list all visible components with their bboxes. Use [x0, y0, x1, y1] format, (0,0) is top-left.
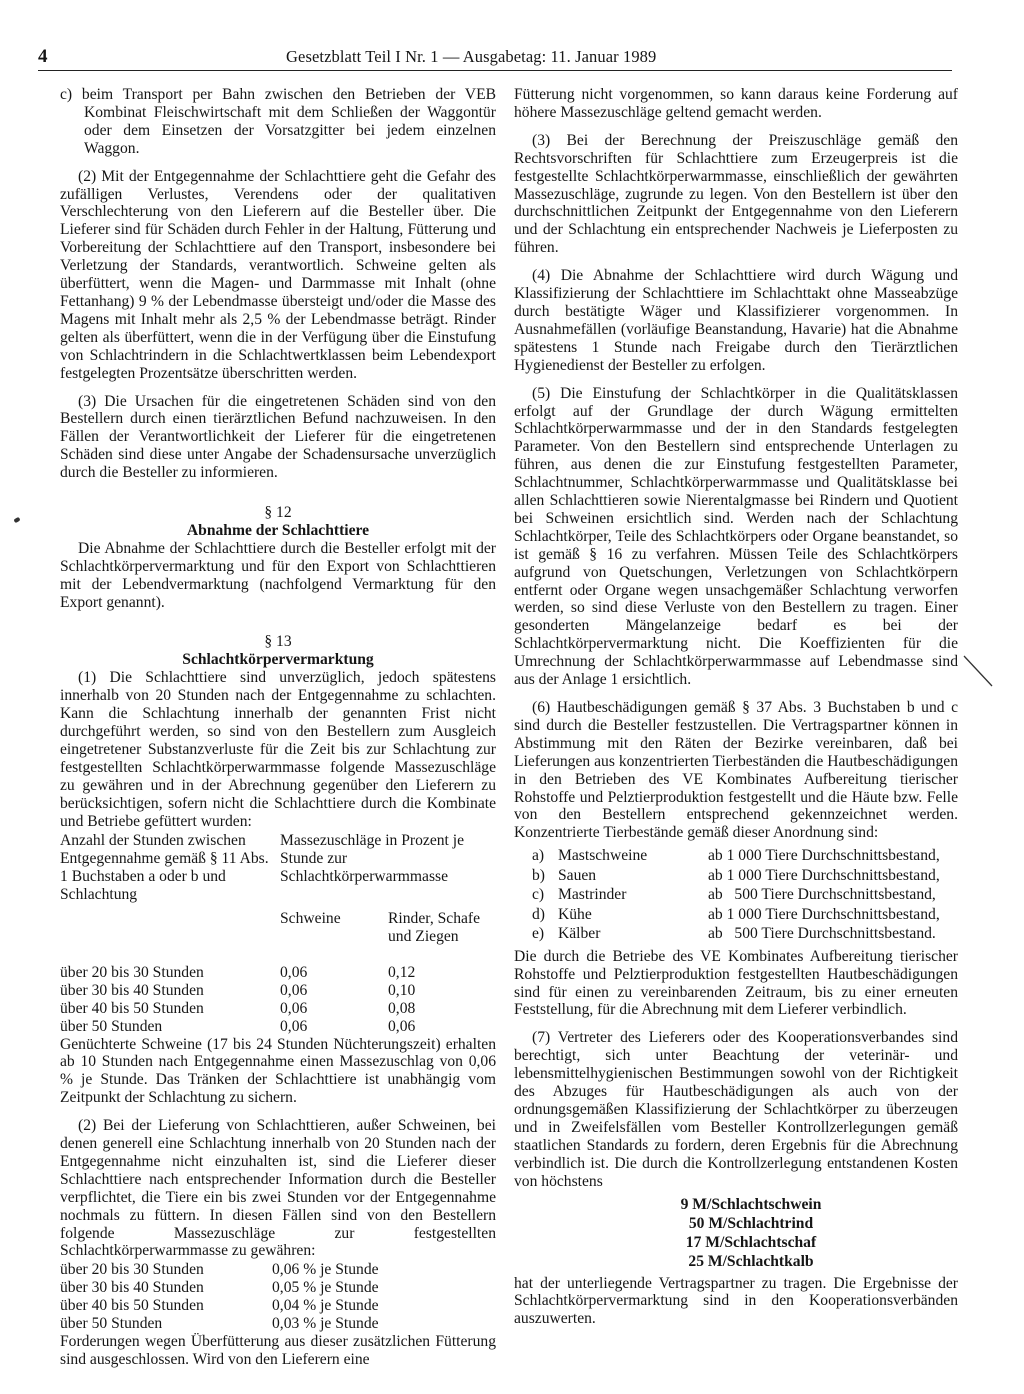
continuation-paragraph: Fütterung nicht vorgenommen, so kann daraus keine Forderung auf höhere Massezuschläge geltend gemacht werden. — [514, 86, 958, 121]
surcharge-table-body — [60, 964, 496, 1036]
section-12-number: § 12 — [264, 504, 292, 522]
paragraph-3: (3) Die Ursachen für die eingetretenen Schäden sind von den Bestellern durch einen tierärztlichen Befund nachzuweisen. In den Fällen der Verantwortlichkeit der Lieferer für die eingetretenen Schäden sind diese unter Angabe der Schadensursache unverzüglich durch die Besteller zu informieren. — [60, 392, 496, 482]
list-item: 50 M/Schlachtrind — [688, 1214, 814, 1232]
margin-stroke — [962, 654, 1002, 694]
herd-letter: a) — [532, 847, 545, 865]
list-item: 9 M/Schlachtschwein — [680, 1195, 822, 1213]
row-rinder: 0,06 — [388, 1017, 416, 1035]
paragraph-5-right: (5) Die Einstufung der Schlachtkörper in die Qualitätsklassen erfolgt auf der Grundlage der durch Wägung ermittelten Schlachtkörperwarmmasse und der in den Standards festgelegten Parameter. Von den Bestellern sind entsprechende Unterlagen zu führen, aus denen die zur Einstufung festgestellten Parameter, Schlachtnummer, Schlachtkörperwarmmasse und Qualitätsklasse bei allen Schlachttieren sowie Nierentalgmasse bei Rindern und Quotient bei Schweinen ersichtlich sind. Werden nach der Schlachtung Schlachtkörper, Teile des Schlachtkörpers oder Organe beanstandet, so ist gemäß § 16 zu verfahren. Müssen Teile des Schlachtkörpers aufgrund von Quetschungen, Verletzungen von Schlachtkörpern entfernt oder Organe wegen unsachgemäßer Schlachtung verworfen werden, so sind diese Verluste von den Bestellern zu tragen. Einer gesonderten Mängelanzeige bedarf es bei der Schlachtkörpervermarktung nicht. Die Koeffizienten für die Umrechnung der Schlachtkörperwarmmasse auf Lebendmasse sind aus der Anlage 1 ersichtlich. — [514, 384, 958, 689]
row-label: über 40 bis 50 Stunden — [60, 1297, 204, 1315]
section-13-paragraph-2: (2) Bei der Lieferung von Schlachttieren, außer Schweinen, bei denen generell eine Schlachtung innerhalb von 20 Stunden nach der Entgegennahme nicht einzuhalten ist, sind die Lieferer dieser Schlachttiere nach entsprechender Information durch die Besteller verpflichtet, die Tiere ein bis zwei Stunden vor der Entgegennahme nochmals zu füttern. In diesen Fällen sind von den Bestellern folgende Massezuschläge zur festgestellten Schlachtkörperwarmmasse zu gewähren: — [60, 1117, 496, 1260]
herd-animal: Mastrinder — [558, 886, 627, 904]
herd-animal: Mastschweine — [558, 847, 648, 865]
surcharge-table-header — [60, 832, 496, 904]
herd-letter: e) — [532, 925, 545, 943]
feeding-surcharge-table — [60, 1261, 496, 1333]
herd-animal: Sauen — [558, 866, 597, 884]
herd-list — [514, 846, 958, 944]
table-head-surcharge: Massezuschläge in Prozent je Stunde zur Schlachtkörperwarmmasse — [280, 832, 465, 886]
row-value: 0,05 % je Stunde — [272, 1279, 379, 1297]
row-label: über 20 bis 30 Stunden — [60, 963, 204, 981]
list-item — [532, 905, 958, 925]
row-label: über 50 Stunden — [60, 1315, 163, 1333]
scan-mark — [13, 517, 20, 523]
herd-letter: b) — [532, 866, 545, 884]
left-column — [60, 86, 496, 1369]
row-label: über 50 Stunden — [60, 1017, 163, 1035]
section-13-paragraph-1: (1) Die Schlachttiere sind unverzüglich, jedoch spätestens innerhalb von 20 Stunden nach der Entgegennahme zu schlachten. Kann die Schlachtung innerhalb der genannten Frist nicht durchgeführt werden, so sind von den Bestellern zum Ausgleich eingetretener Substanzverluste für die Zeit bis zur Schlachtung zur festgestellten Schlachtkörperwarmmasse folgende Massezuschläge zu gewähren und in der Abrechnung gegenüber den Lieferern zu berücksichtigen, sofern nicht die Schlachttiere durch die Kombinate und Betriebe gefüttert wurden: — [60, 669, 496, 830]
row-value: 0,03 % je Stunde — [272, 1315, 379, 1333]
header-rule — [38, 70, 952, 71]
list-item — [532, 885, 958, 905]
row-schweine: 0,06 — [280, 963, 308, 981]
row-schweine: 0,06 — [280, 1017, 308, 1035]
table-row — [60, 1279, 496, 1297]
herd-count: ab 500 Tiere Durchschnittsbestand, — [708, 886, 936, 904]
list-item: 17 M/Schlachtschaf — [685, 1233, 817, 1251]
herd-animal: Kühe — [558, 905, 592, 923]
row-schweine: 0,06 — [280, 999, 308, 1017]
table-row — [60, 1018, 496, 1036]
row-schweine: 0,06 — [280, 981, 308, 999]
list-item — [532, 846, 958, 866]
surcharge-table-subheader — [60, 910, 496, 946]
row-label: über 30 bis 40 Stunden — [60, 981, 204, 999]
paragraph-4-right: (4) Die Abnahme der Schlachttiere wird durch Wägung und Klassifizierung der Schlachttiere im Schlachttakt ohne Masseabzüge durch bestätigte Wäger und Klassifizierer vorgenommen. In Ausnahmefällen (vorläufige Beanstandung, Havarie) hat die Abnahme spätestens 1 Stunde nach Freigabe durch den Tierärztlichen Hygienedienst der Besteller zu erfolgen. — [514, 267, 958, 374]
herd-count: ab 1 000 Tiere Durchschnittsbestand, — [708, 866, 940, 884]
page-header — [38, 46, 952, 68]
table-row — [60, 964, 496, 982]
paragraph-7-end: hat der unterliegende Vertragspartner zu tragen. Die Ergebnisse der Schlachtkörpervermarktung sind in den Kooperationsverbänden auszuwerten. — [514, 1274, 958, 1328]
row-value: 0,04 % je Stunde — [272, 1297, 379, 1315]
table-subhead-rinder: Rinder, Schafe und Ziegen — [388, 910, 481, 945]
inspection-costs-list — [514, 1195, 958, 1271]
row-rinder: 0,08 — [388, 999, 416, 1017]
table-row — [60, 1000, 496, 1018]
running-title: Gesetzblatt Teil I Nr. 1 — Ausgabetag: 11. Januar 1989 — [286, 47, 657, 66]
table-row — [60, 1297, 496, 1315]
list-item — [532, 866, 958, 886]
right-column — [514, 86, 958, 1328]
paragraph-6-right: (6) Hautbeschädigungen gemäß § 37 Abs. 3 Buchstaben b und c sind durch die Besteller festzustellen. Die Vertragspartner können in Abstimmung mit den Räten der Bezirke vereinbaren, daß bei Lieferungen aus konzentrierten Tierbeständen die Hautbeschädigungen in den Betrieben des VE Kombinates Aufbereitung tierischer Rohstoffe und Pelztierproduktion festgestellt und die Häute bzw. Felle von den Bestellern entsprechend gekennzeichnet werden. Konzentrierte Tierbestände gemäß dieser Anordnung sind: — [514, 699, 958, 842]
paragraph-7-right: (7) Vertreter des Lieferers oder des Kooperationsverbandes sind berechtigt, sich unter Beachtung der veterinär- und lebensmittelhygienischen Bestimmungen sowohl von der Richtigkeit des Abzuges für Hautbeschädigungen als auch von der ordnungsgemäßen Klassifizierung der Schlachtkörper zu überzeugen und in Zweifelsfällen vom Besteller Kontrollzerlegungen gemäß staatlichen Standards zu fordern, deren Ergebnis für die Abrechnung verbindlich ist. Die durch die Kontrollzerlegung entstandenen Kosten von höchstens — [514, 1029, 958, 1190]
row-label: über 40 bis 50 Stunden — [60, 999, 204, 1017]
table-row — [60, 1261, 496, 1279]
herd-count: ab 1 000 Tiere Durchschnittsbestand, — [708, 905, 940, 923]
section-12-text: Die Abnahme der Schlachttiere durch die Besteller erfolgt mit der Schlachtkörpervermarktung und für den Export von Schlachttieren mit der Lebendvermarktung (nachfolgend Vermarktung für den Export genannt). — [60, 539, 496, 611]
herd-count: ab 1 000 Tiere Durchschnittsbestand, — [708, 847, 940, 865]
table-row — [60, 1315, 496, 1333]
table-head-hours: Anzahl der Stunden zwischen Entgegennahme gemäß § 11 Abs. 1 Buchstaben a oder b und Schlachtung — [60, 832, 269, 904]
section-13-end: Forderungen wegen Überfütterung aus dieser zusätzlichen Fütterung sind ausgeschlossen. Wird von den Lieferern eine — [60, 1333, 496, 1368]
row-rinder: 0,12 — [388, 963, 416, 981]
paragraph-2: (2) Mit der Entgegennahme der Schlachttiere geht die Gefahr des zufälligen Verlustes, Verendens oder der qualitativen Verschlechterung von den Lieferern auf die Besteller über. Die Lieferer sind für Schäden durch Fehler in der Haltung, Fütterung und Vorbereitung der Schlachttiere auf den Transport, insbesondere bei Verletzung der Standards, verantwortlich. Schweine gelten als überfüttert, wenn die Magen- und Darmmasse mit Inhalt (ohne Fettanhang) 9 % der Lebendmasse übersteigt und/oder die Masse des Magens mit Inhalt mehr als 2,5 % der Lebendmasse beträgt. Rinder gelten als überfüttert, wenn die in der Verfügung über die Einstufung von Schlachtrindern in die Schlachtwertklassen beim Lebendexport festgelegten Prozentsätze überschritten werden. — [60, 167, 496, 382]
section-13-after-table: Genüchterte Schweine (17 bis 24 Stunden Nüchterungszeit) erhalten ab 10 Stunden nach Entgegennahme einen Massezuschlag von 0,06 % je Stunde. Das Tränken der Schlachttiere ist unabhängig vom Zeitpunkt der Schlachtung zu sichern. — [60, 1035, 496, 1107]
paragraph-6-after: Die durch die Betriebe des VE Kombinates Aufbereitung tierischer Rohstoffe und Pelztierproduktion festgestellten Hautbeschädigungen sind für einen zu vereinbarenden Zeitraum, bis zu einer erneuten Feststellung, für die Abrechnung mit dem Lieferer verbindlich. — [514, 947, 958, 1019]
list-item — [532, 924, 958, 944]
herd-animal: Kälber — [558, 925, 601, 943]
row-rinder: 0,10 — [388, 981, 416, 999]
section-13-title: Schlachtkörpervermarktung — [182, 651, 374, 669]
section-12-title: Abnahme der Schlachttiere — [186, 521, 370, 539]
table-subhead-schweine: Schweine — [280, 910, 341, 928]
herd-count: ab 500 Tiere Durchschnittsbestand. — [708, 925, 936, 943]
herd-letter: c) — [532, 886, 545, 904]
page-number: 4 — [38, 46, 48, 67]
herd-letter: d) — [532, 905, 545, 923]
row-value: 0,06 % je Stunde — [272, 1261, 379, 1279]
paragraph-3-right: (3) Bei der Berechnung der Preiszuschläge gemäß den Rechtsvorschriften für Schlachttiere zum Erzeugerpreis ist die festgestellte Schlachtkörperwarmmasse, einschließlich der gewährten Massezuschläge, zugrunde zu legen. Von den Bestellern ist über den durchschnittlichen Zeitpunkt der Entgegennahme von den Lieferern und der Schlachtung ein entsprechender Nachweis je Lieferposten zu führen. — [514, 131, 958, 257]
table-row — [60, 982, 496, 1000]
list-item: 25 M/Schlachtkalb — [688, 1252, 814, 1270]
row-label: über 20 bis 30 Stunden — [60, 1261, 204, 1279]
section-13-number: § 13 — [264, 633, 292, 651]
item-c-paragraph: c) beim Transport per Bahn zwischen den Betrieben der VEB Kombinat Fleischwirtschaft mit dem Schließen der Waggontür oder dem Einsetzen der Vorsatzgitter bei jedem einzelnen Waggon. — [60, 86, 496, 157]
row-label: über 30 bis 40 Stunden — [60, 1279, 204, 1297]
